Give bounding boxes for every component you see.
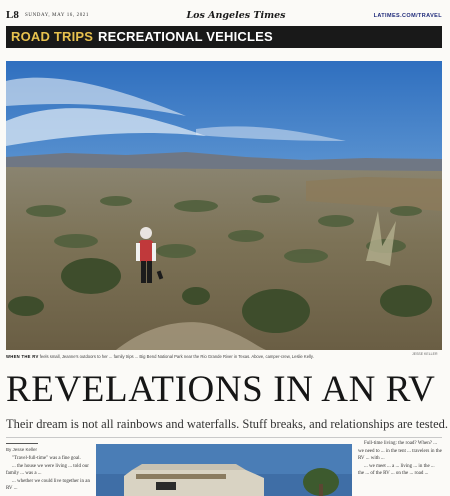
deck: Their dream is not all rainbows and waterfalls. Stuff breaks, and relationships are tested. bbox=[6, 417, 448, 431]
photo-caption bbox=[6, 354, 442, 359]
body-paragraph: ... whether we could live together in an RV ... bbox=[6, 478, 91, 491]
body-paragraph: "Travel-full-time" was a fine goal. bbox=[12, 456, 81, 461]
body-column-left bbox=[6, 455, 92, 493]
body-paragraph: Full-time living: the road? When? ... we need to ... in the tent ... travelers in the RV ... with ... bbox=[358, 441, 442, 461]
byline-rule bbox=[6, 443, 38, 444]
section-kicker: ROAD TRIPS bbox=[11, 29, 94, 44]
body-column-right bbox=[358, 440, 442, 478]
caption-lead: WHEN THE RV bbox=[6, 354, 39, 359]
page-number: L8 bbox=[6, 9, 19, 21]
hero-photo bbox=[6, 61, 442, 350]
caption-text: feels small, Jeanne's outdoors to her ... family trips ... Big Bend National Park near the Rio Grande River in Texas. Above, camper-crew, Leslie Kelly. bbox=[39, 354, 314, 359]
byline: By Jesse Keller bbox=[6, 447, 38, 452]
masthead bbox=[6, 10, 442, 24]
section-bar bbox=[6, 26, 442, 48]
divider bbox=[6, 437, 442, 438]
rv-photo bbox=[96, 444, 352, 496]
paper-name: Los Angeles Times bbox=[186, 10, 286, 21]
headline: REVELATIONS IN AN RV bbox=[6, 369, 436, 410]
body-paragraph: ... the house we were living ... told our family ... was a ... bbox=[6, 463, 89, 476]
dateline: SUNDAY, MAY 16, 2021 bbox=[25, 13, 90, 18]
body-paragraph: ... we meet ... a ... living ... in the ... the ... of the RV ... on the ... road ... bbox=[358, 463, 435, 476]
site-url[interactable]: LATIMES.COM/TRAVEL bbox=[373, 13, 442, 19]
photo-credit: JESSE KELLER bbox=[412, 352, 438, 356]
section-topic: RECREATIONAL VEHICLES bbox=[98, 29, 273, 44]
